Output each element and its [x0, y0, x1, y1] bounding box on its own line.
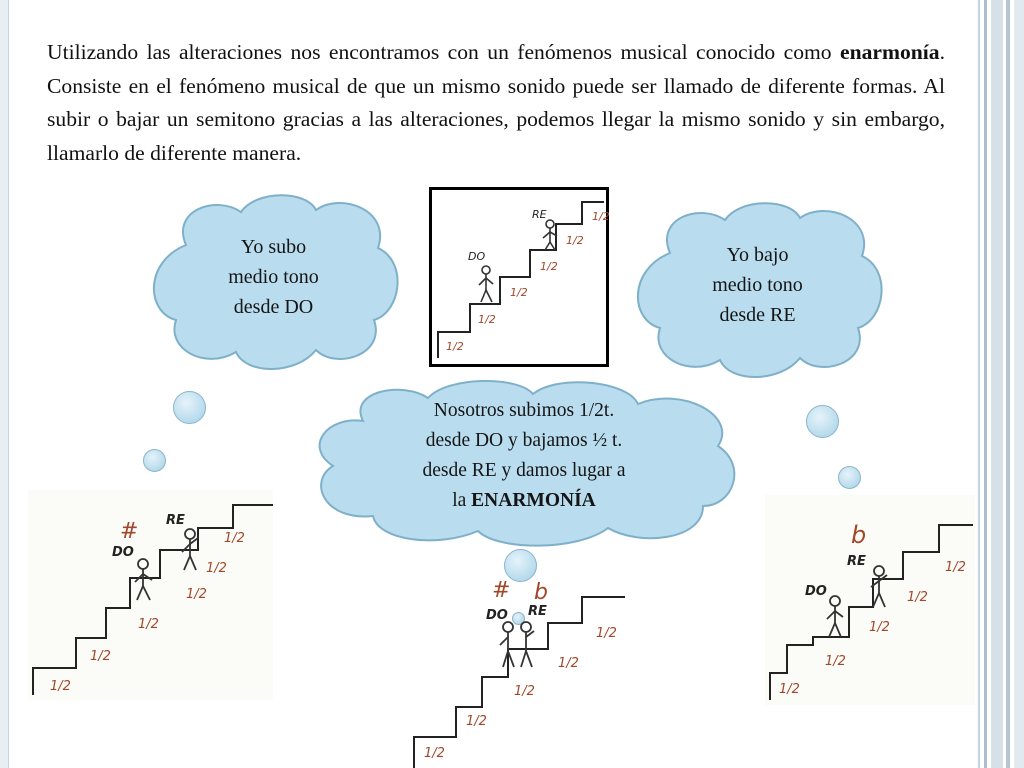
center-scene-do-label: DO	[486, 608, 508, 623]
thought-bubble-right-medium	[838, 466, 861, 489]
center-half-4: 1/2	[540, 260, 558, 273]
staircase-right-illustration	[765, 495, 975, 705]
cloud-left-line-3: desde DO	[233, 296, 314, 318]
cloud-right-line-2: medio tono	[712, 274, 803, 296]
left-half-5: 1/2	[206, 561, 227, 576]
cloud-left-line-1: Yo subo	[240, 236, 307, 258]
center-half-5: 1/2	[566, 234, 584, 247]
center-figure-re	[543, 220, 557, 250]
center-half-1: 1/2	[446, 340, 464, 353]
term-enarmonia-caps: ENARMONÍA	[471, 490, 596, 511]
center-flat-sign: b	[534, 580, 548, 605]
right-half-5: 1/2	[945, 560, 966, 575]
center-scene-half-3: 1/2	[514, 684, 535, 699]
right-flat-sign: b	[851, 521, 867, 549]
left-do-label: DO	[112, 545, 134, 560]
left-figure-do	[135, 559, 152, 600]
center-do-label: DO	[468, 250, 486, 263]
body-paragraph	[47, 36, 945, 170]
center-half-6: 1/2	[592, 210, 610, 223]
center-scene-half-5: 1/2	[596, 626, 617, 641]
center-staircase-frame	[429, 187, 609, 367]
left-half-3: 1/2	[138, 617, 159, 632]
left-re-label: RE	[166, 513, 185, 528]
thought-bubble-right-large	[806, 405, 839, 438]
center-figure-do	[479, 266, 493, 302]
cloud-center-line-4: la ENARMONÍA	[452, 490, 596, 511]
right-half-2: 1/2	[825, 654, 846, 669]
center-scene-re-label: RE	[528, 604, 547, 619]
paragraph-text-start: Utilizando las alteraciones nos encontramos con un fenómenos musical conocido como	[47, 40, 841, 64]
thought-bubble-left-large	[173, 391, 206, 424]
left-half-6: 1/2	[224, 531, 245, 546]
center-scene-half-4: 1/2	[558, 656, 579, 671]
cloud-center-line-3: desde RE y damos lugar a	[422, 460, 626, 481]
term-enarmonia: enarmonía	[840, 40, 940, 64]
center-half-3: 1/2	[510, 286, 528, 299]
cloud-right-line-1: Yo bajo	[726, 244, 789, 266]
center-sharp-sign: #	[492, 578, 511, 603]
center-staircase-illustration	[432, 190, 610, 364]
left-sharp-sign: #	[120, 519, 139, 544]
center-scene-figures	[500, 622, 534, 667]
left-half-2: 1/2	[90, 649, 111, 664]
center-re-label: RE	[532, 208, 547, 221]
center-half-2: 1/2	[478, 313, 496, 326]
right-half-4: 1/2	[907, 590, 928, 605]
cloud-center-line-2: desde DO y bajamos ½ t.	[425, 430, 623, 451]
paragraph-text-end: . Consiste en el fenómeno musical de que un mismo sonido puede ser llamado de diferente formas. Al subir o bajar un semitono gracias a las alteraciones, podemos llegar la mismo sonido y sin embargo, llamarlo de diferente manera.	[47, 40, 945, 165]
thought-bubble-left-medium	[143, 449, 166, 472]
center-scene-half-2: 1/2	[466, 714, 487, 729]
cloud-left-line-2: medio tono	[228, 266, 319, 288]
thought-cloud-center	[308, 376, 740, 548]
slide-right-rail	[976, 0, 1024, 768]
right-re-label: RE	[847, 554, 866, 569]
left-half-1: 1/2	[50, 679, 71, 694]
right-figure-do	[827, 596, 843, 637]
center-scene-half-1: 1/2	[424, 746, 445, 761]
thought-cloud-right	[630, 198, 885, 383]
right-half-3: 1/2	[869, 620, 890, 635]
slide-left-border	[0, 0, 9, 768]
cloud-center-line-1: Nosotros subimos 1/2t.	[433, 400, 615, 421]
cloud-right-line-3: desde RE	[719, 304, 796, 326]
thought-cloud-left	[146, 190, 401, 375]
left-half-4: 1/2	[186, 587, 207, 602]
right-half-1: 1/2	[779, 682, 800, 697]
staircase-left-illustration	[28, 490, 273, 700]
right-do-label: DO	[805, 584, 827, 599]
staircase-center-illustration	[410, 575, 640, 768]
